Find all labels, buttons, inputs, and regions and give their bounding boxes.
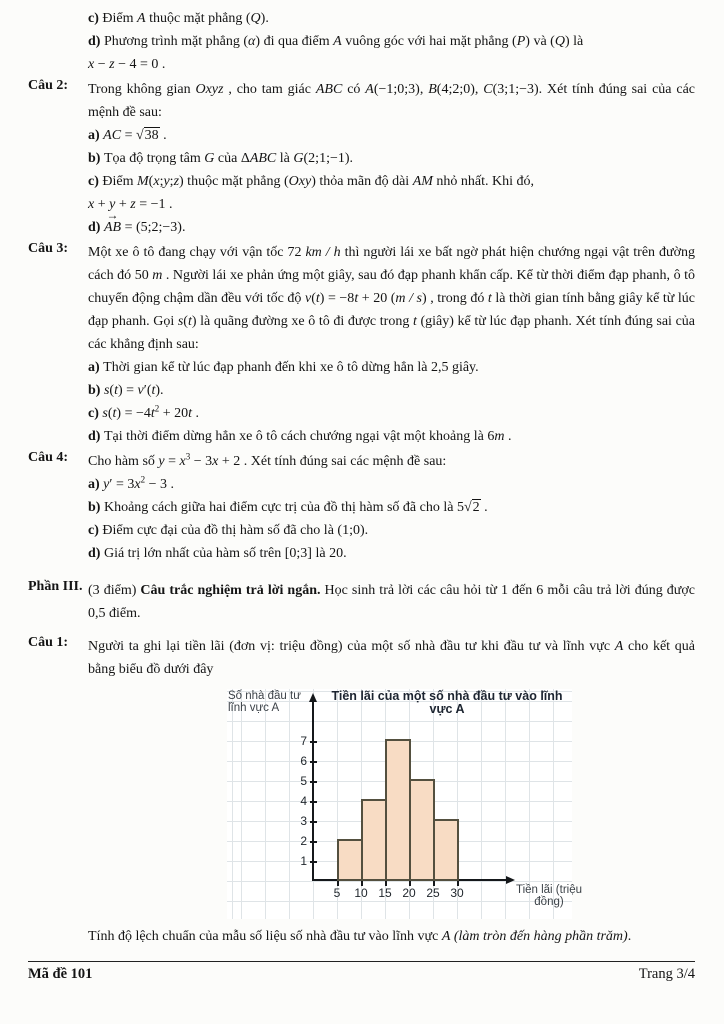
text-segment: t xyxy=(412,314,417,329)
y-tick-label: 5 xyxy=(300,774,307,788)
text-segment: + xyxy=(115,197,131,212)
text-segment: ) đi qua điểm xyxy=(255,34,334,49)
text-segment: B xyxy=(428,82,437,97)
text-segment: v xyxy=(304,291,312,306)
y-tick-label: 4 xyxy=(300,794,307,808)
text-segment: s xyxy=(177,314,184,329)
text-segment: z xyxy=(173,174,180,189)
text-segment: . xyxy=(159,128,167,143)
text-segment: y xyxy=(163,174,170,189)
questions-top xyxy=(28,7,695,681)
text-segment: b) xyxy=(88,500,104,515)
text-block xyxy=(28,925,695,948)
x-tick-mark xyxy=(361,881,363,886)
question-label: Câu 1: xyxy=(28,635,69,650)
text-segment: Tọa độ trọng tâm xyxy=(103,151,205,166)
text-segment: km / h xyxy=(305,245,341,260)
chart-bar xyxy=(337,839,363,881)
text-segment: ) , trong đó xyxy=(421,291,488,306)
y-tick-label: 6 xyxy=(300,754,307,768)
question-line xyxy=(88,193,695,216)
text-segment: ) là quãng đường xe ô tô đi được trong xyxy=(191,314,413,329)
text-segment: ABC xyxy=(315,82,343,97)
text-segment: = −1 . xyxy=(135,197,173,212)
text-segment: Q xyxy=(250,11,261,26)
text-segment: Điểm cực đại của đồ thị hàm số đã cho là (1;0). xyxy=(102,523,369,538)
text-segment: . xyxy=(192,406,200,421)
text-segment: y xyxy=(109,197,116,212)
text-segment: G xyxy=(293,151,304,166)
question-line xyxy=(88,425,695,448)
text-segment: (2;1;−1) xyxy=(303,151,350,166)
text-segment: là thời gian tính bằng giây kể từ lúc đạp phanh. Gọi xyxy=(88,291,696,329)
x-tick-label: 15 xyxy=(378,886,392,900)
y-tick-mark xyxy=(310,741,317,743)
y-tick-mark xyxy=(310,801,317,803)
text-segment: . xyxy=(480,500,488,515)
text-segment: z xyxy=(109,57,115,72)
text-segment: 2 xyxy=(140,474,146,485)
question-line xyxy=(88,635,695,681)
text-segment: ( xyxy=(183,314,188,329)
text-segment: t xyxy=(150,406,155,421)
text-segment: cho kết quả bằng biểu đồ dưới đây xyxy=(88,639,696,677)
text-segment: c) xyxy=(88,11,103,26)
x-tick-label: 25 xyxy=(426,886,440,900)
x-tick-mark xyxy=(385,881,387,886)
text-segment: x xyxy=(153,174,160,189)
question-line xyxy=(88,496,695,519)
question-body xyxy=(88,78,695,239)
profit-histogram xyxy=(227,689,583,919)
text-segment: Giá trị lớn nhất của hàm số trên [0;3] là 20. xyxy=(103,546,347,561)
text-segment: của Δ xyxy=(214,151,250,166)
text-segment: C xyxy=(483,82,493,97)
question-body xyxy=(88,635,695,681)
text-segment: (4;2;0) xyxy=(436,82,475,97)
chart-title: Tiền lãi của một số nhà đầu tư vào lĩnh vực A xyxy=(331,689,563,716)
questions-bottom xyxy=(28,925,695,948)
text-segment: + 2 . Xét tính đúng sai các mệnh đề sau: xyxy=(218,454,447,469)
text-segment: t xyxy=(151,383,156,398)
text-segment: t xyxy=(487,291,492,306)
question-line xyxy=(88,241,695,356)
text-segment: + xyxy=(94,197,110,212)
text-block xyxy=(28,7,695,76)
text-segment: ) là xyxy=(564,34,584,49)
text-segment: ) = −4 xyxy=(116,406,151,421)
text-segment xyxy=(464,499,481,515)
y-tick-label: 3 xyxy=(300,814,307,828)
text-segment: y xyxy=(103,477,110,492)
text-segment: Người ta ghi lại tiền lãi (đơn vị: triệu đồng) của một số nhà đầu tư khi đầu tư và lĩnh vực xyxy=(88,639,615,654)
text-segment: x xyxy=(88,57,95,72)
text-segment: t xyxy=(188,406,193,421)
text-segment: ). xyxy=(260,11,269,26)
y-axis xyxy=(312,702,314,881)
y-tick-mark xyxy=(310,821,317,823)
text-segment: v xyxy=(137,383,144,398)
question-line xyxy=(88,7,695,30)
text-segment: A xyxy=(441,929,451,944)
question-block xyxy=(28,78,695,239)
exam-code: Mã đề 101 xyxy=(28,966,93,982)
text-segment: Q xyxy=(554,34,565,49)
text-segment: , xyxy=(419,82,429,97)
question-block xyxy=(28,241,695,448)
x-tick-label: 30 xyxy=(450,886,464,900)
question-label: Câu 3: xyxy=(28,241,69,256)
text-segment: , cho tam giác xyxy=(223,82,316,97)
y-tick-mark xyxy=(310,781,317,783)
text-segment: Phương trình mặt phẳng ( xyxy=(103,34,249,49)
text-segment: s xyxy=(102,406,108,421)
text-segment: ) = xyxy=(117,383,138,398)
question-body xyxy=(88,925,695,948)
text-segment: ABC xyxy=(249,151,277,166)
text-segment: = (5;2;−3). xyxy=(121,220,186,235)
text-segment: Trong không gian xyxy=(88,82,196,97)
text-segment: (3;1;−3) xyxy=(492,82,539,97)
chart-bar xyxy=(433,819,459,881)
text-segment: . xyxy=(627,929,632,944)
text-segment: m xyxy=(494,429,505,444)
y-tick-label: 2 xyxy=(300,834,307,848)
text-segment: t xyxy=(187,314,192,329)
y-tick-label: 7 xyxy=(300,734,307,748)
text-segment: A xyxy=(365,82,374,97)
question-label: Câu 4: xyxy=(28,450,69,465)
text-segment: ) = −8 xyxy=(319,291,355,306)
chart-bar xyxy=(409,779,435,881)
text-segment: = xyxy=(121,128,136,143)
text-segment: c) xyxy=(88,174,103,189)
text-segment: d) xyxy=(88,546,104,561)
radicand: 2 xyxy=(472,500,480,515)
text-segment: (−1;0;3) xyxy=(373,82,420,97)
question-label: Câu 2: xyxy=(28,78,69,93)
text-segment: x xyxy=(179,454,186,469)
question-line xyxy=(88,925,695,948)
text-segment: d) xyxy=(88,34,104,49)
question-line xyxy=(88,473,695,496)
text-segment: Tính độ lệch chuẩn của mẫu số liệu số nhà đầu tư vào lĩnh vực xyxy=(88,929,442,944)
text-segment: − xyxy=(94,57,110,72)
text-segment: M xyxy=(137,174,149,189)
question-line xyxy=(88,379,695,402)
text-segment: Điểm xyxy=(102,174,137,189)
question-label xyxy=(28,7,88,76)
text-segment: AM xyxy=(412,174,433,189)
text-segment: vuông góc với hai mặt phẳng ( xyxy=(341,34,517,49)
x-tick-label: 10 xyxy=(354,886,368,900)
text-segment: x xyxy=(212,454,219,469)
x-tick-mark xyxy=(337,881,339,886)
x-tick-mark xyxy=(457,881,459,886)
text-segment: ) thuộc mặt phẳng ( xyxy=(179,174,289,189)
question-line xyxy=(88,216,695,239)
text-segment: P xyxy=(516,34,526,49)
text-segment: có xyxy=(342,82,366,97)
y-tick-mark xyxy=(310,861,317,863)
page-footer xyxy=(28,961,695,983)
question-block xyxy=(28,635,695,681)
y-axis-title: Số nhà đầu tư lĩnh vực A xyxy=(228,690,301,714)
question-body xyxy=(88,579,695,625)
text-segment: ( xyxy=(107,406,113,421)
y-tick-mark xyxy=(310,761,317,763)
text-segment: d) xyxy=(88,220,104,235)
text-segment: ( xyxy=(148,174,154,189)
text-segment: − 3 xyxy=(190,454,213,469)
text-segment: c) xyxy=(88,406,103,421)
text-segment: A xyxy=(137,11,146,26)
text-segment: t xyxy=(354,291,359,306)
text-segment: (làm tròn đến hàng phần trăm) xyxy=(453,929,628,944)
text-segment: α xyxy=(248,34,256,49)
text-segment: ) và ( xyxy=(525,34,555,49)
question-line xyxy=(88,356,695,379)
text-segment: A xyxy=(333,34,342,49)
question-line xyxy=(88,30,695,53)
question-line xyxy=(88,124,695,147)
question-body xyxy=(88,7,695,76)
text-segment: Điểm xyxy=(102,11,137,26)
text-segment: z xyxy=(130,197,136,212)
text-segment: ; xyxy=(159,174,164,189)
question-label xyxy=(28,925,88,948)
page-content xyxy=(28,7,695,948)
question-body xyxy=(88,450,695,565)
question-line xyxy=(88,147,695,170)
text-segment: = xyxy=(164,454,180,469)
text-segment: t xyxy=(315,291,320,306)
text-segment: c) xyxy=(88,523,103,538)
question-block xyxy=(28,579,695,625)
text-segment: x xyxy=(88,197,95,212)
text-segment: Khoảng cách giữa hai điểm cực trị của đồ thị hàm số đã cho là 5 xyxy=(103,500,464,515)
x-axis-title: Tiền lãi (triệu đồng) xyxy=(515,884,583,908)
question-line xyxy=(88,450,695,473)
question-line xyxy=(88,78,695,124)
radicand: 38 xyxy=(144,128,159,143)
text-segment xyxy=(136,127,160,143)
x-tick-label: 5 xyxy=(333,886,341,900)
text-segment: . Xét tính đúng sai của các mệnh đề sau: xyxy=(88,82,696,120)
text-segment: thì người lái xe bất ngờ phát hiện chướng ngại vật trên đường cách đó 50 xyxy=(88,245,696,283)
question-block xyxy=(28,450,695,565)
text-segment: ( xyxy=(109,383,115,398)
text-segment: t xyxy=(114,383,118,398)
text-segment: x xyxy=(134,477,141,492)
text-segment: là xyxy=(276,151,294,166)
text-segment: Câu trắc nghiệm trả lời ngắn. xyxy=(140,583,321,598)
chart-bar xyxy=(385,739,411,881)
text-segment: ; xyxy=(169,174,174,189)
y-tick-label: 1 xyxy=(300,854,307,868)
text-segment: . Người lái xe phản ứng một giây, sau đó đạp phanh khẩn cấp. Kể từ thời điểm đạp phanh, ô tô chuyển động chậm dần đều với tốc độ xyxy=(88,268,695,306)
text-segment: − 4 = 0 . xyxy=(114,57,166,72)
text-segment: + 20 ( xyxy=(358,291,396,306)
text-segment: + 20 xyxy=(159,406,189,421)
text-segment: Cho hàm số xyxy=(88,454,159,469)
text-segment: a) xyxy=(88,360,104,375)
text-segment: nhỏ nhất. Khi đó, xyxy=(432,174,535,189)
text-segment: − 3 . xyxy=(145,477,174,492)
text-segment: 3 xyxy=(185,451,191,462)
text-segment: 2 xyxy=(154,403,160,414)
text-segment: y xyxy=(158,454,165,469)
text-segment: Thời gian kể từ lúc đạp phanh đến khi xe ô tô dừng hẳn là 2,5 giây. xyxy=(103,360,479,375)
text-segment: d) xyxy=(88,429,104,444)
question-line xyxy=(88,402,695,425)
text-segment: Tại thời điểm dừng hẳn xe ô tô cách chướng ngại vật một khoảng là 6 xyxy=(103,429,495,444)
text-segment: A xyxy=(614,639,624,654)
text-segment: b) xyxy=(88,151,104,166)
text-segment: s xyxy=(103,383,110,398)
question-line xyxy=(88,542,695,565)
text-segment: Học sinh trả lời các câu hỏi từ 1 đến 6 mỗi câu trả lời đúng được 0,5 điểm. xyxy=(88,583,695,621)
text-segment: t xyxy=(112,406,117,421)
question-line xyxy=(88,170,695,193)
text-segment: , xyxy=(474,82,484,97)
text-segment: ) thỏa mãn độ dài xyxy=(311,174,413,189)
question-label: Phần III. xyxy=(28,579,83,594)
text-segment: thuộc mặt phẳng ( xyxy=(145,11,251,26)
text-segment: Oxy xyxy=(288,174,312,189)
question-line xyxy=(88,53,695,76)
y-tick-mark xyxy=(310,841,317,843)
text-segment: . xyxy=(349,151,354,166)
text-segment: (3 điểm) xyxy=(88,583,141,598)
text-segment: → AB xyxy=(104,216,121,239)
x-tick-label: 20 xyxy=(402,886,416,900)
text-segment: b) xyxy=(88,383,104,398)
text-segment: m xyxy=(152,268,163,283)
text-segment: ′ = 3 xyxy=(109,477,135,492)
text-segment: Một xe ô tô đang chạy với vận tốc 72 xyxy=(88,245,306,260)
question-line xyxy=(88,519,695,542)
text-segment: (giây) kể từ lúc đạp phanh. Xét tính đúng sai của các khẳng định sau: xyxy=(88,314,695,352)
x-tick-mark xyxy=(409,881,411,886)
text-segment: G xyxy=(204,151,215,166)
text-segment: Oxyz xyxy=(195,82,224,97)
text-segment: a) xyxy=(88,477,104,492)
question-line xyxy=(88,579,695,625)
text-segment: ′( xyxy=(143,383,152,398)
text-segment: AC xyxy=(103,128,122,143)
text-segment: a) xyxy=(88,128,104,143)
page-number: Trang 3/4 xyxy=(638,966,695,982)
chart-bar xyxy=(361,799,387,881)
text-segment: . xyxy=(504,429,512,444)
text-segment: ( xyxy=(311,291,316,306)
x-tick-mark xyxy=(433,881,435,886)
text-segment: ). xyxy=(155,383,164,398)
text-segment: m / s xyxy=(395,291,422,306)
question-body xyxy=(88,241,695,448)
